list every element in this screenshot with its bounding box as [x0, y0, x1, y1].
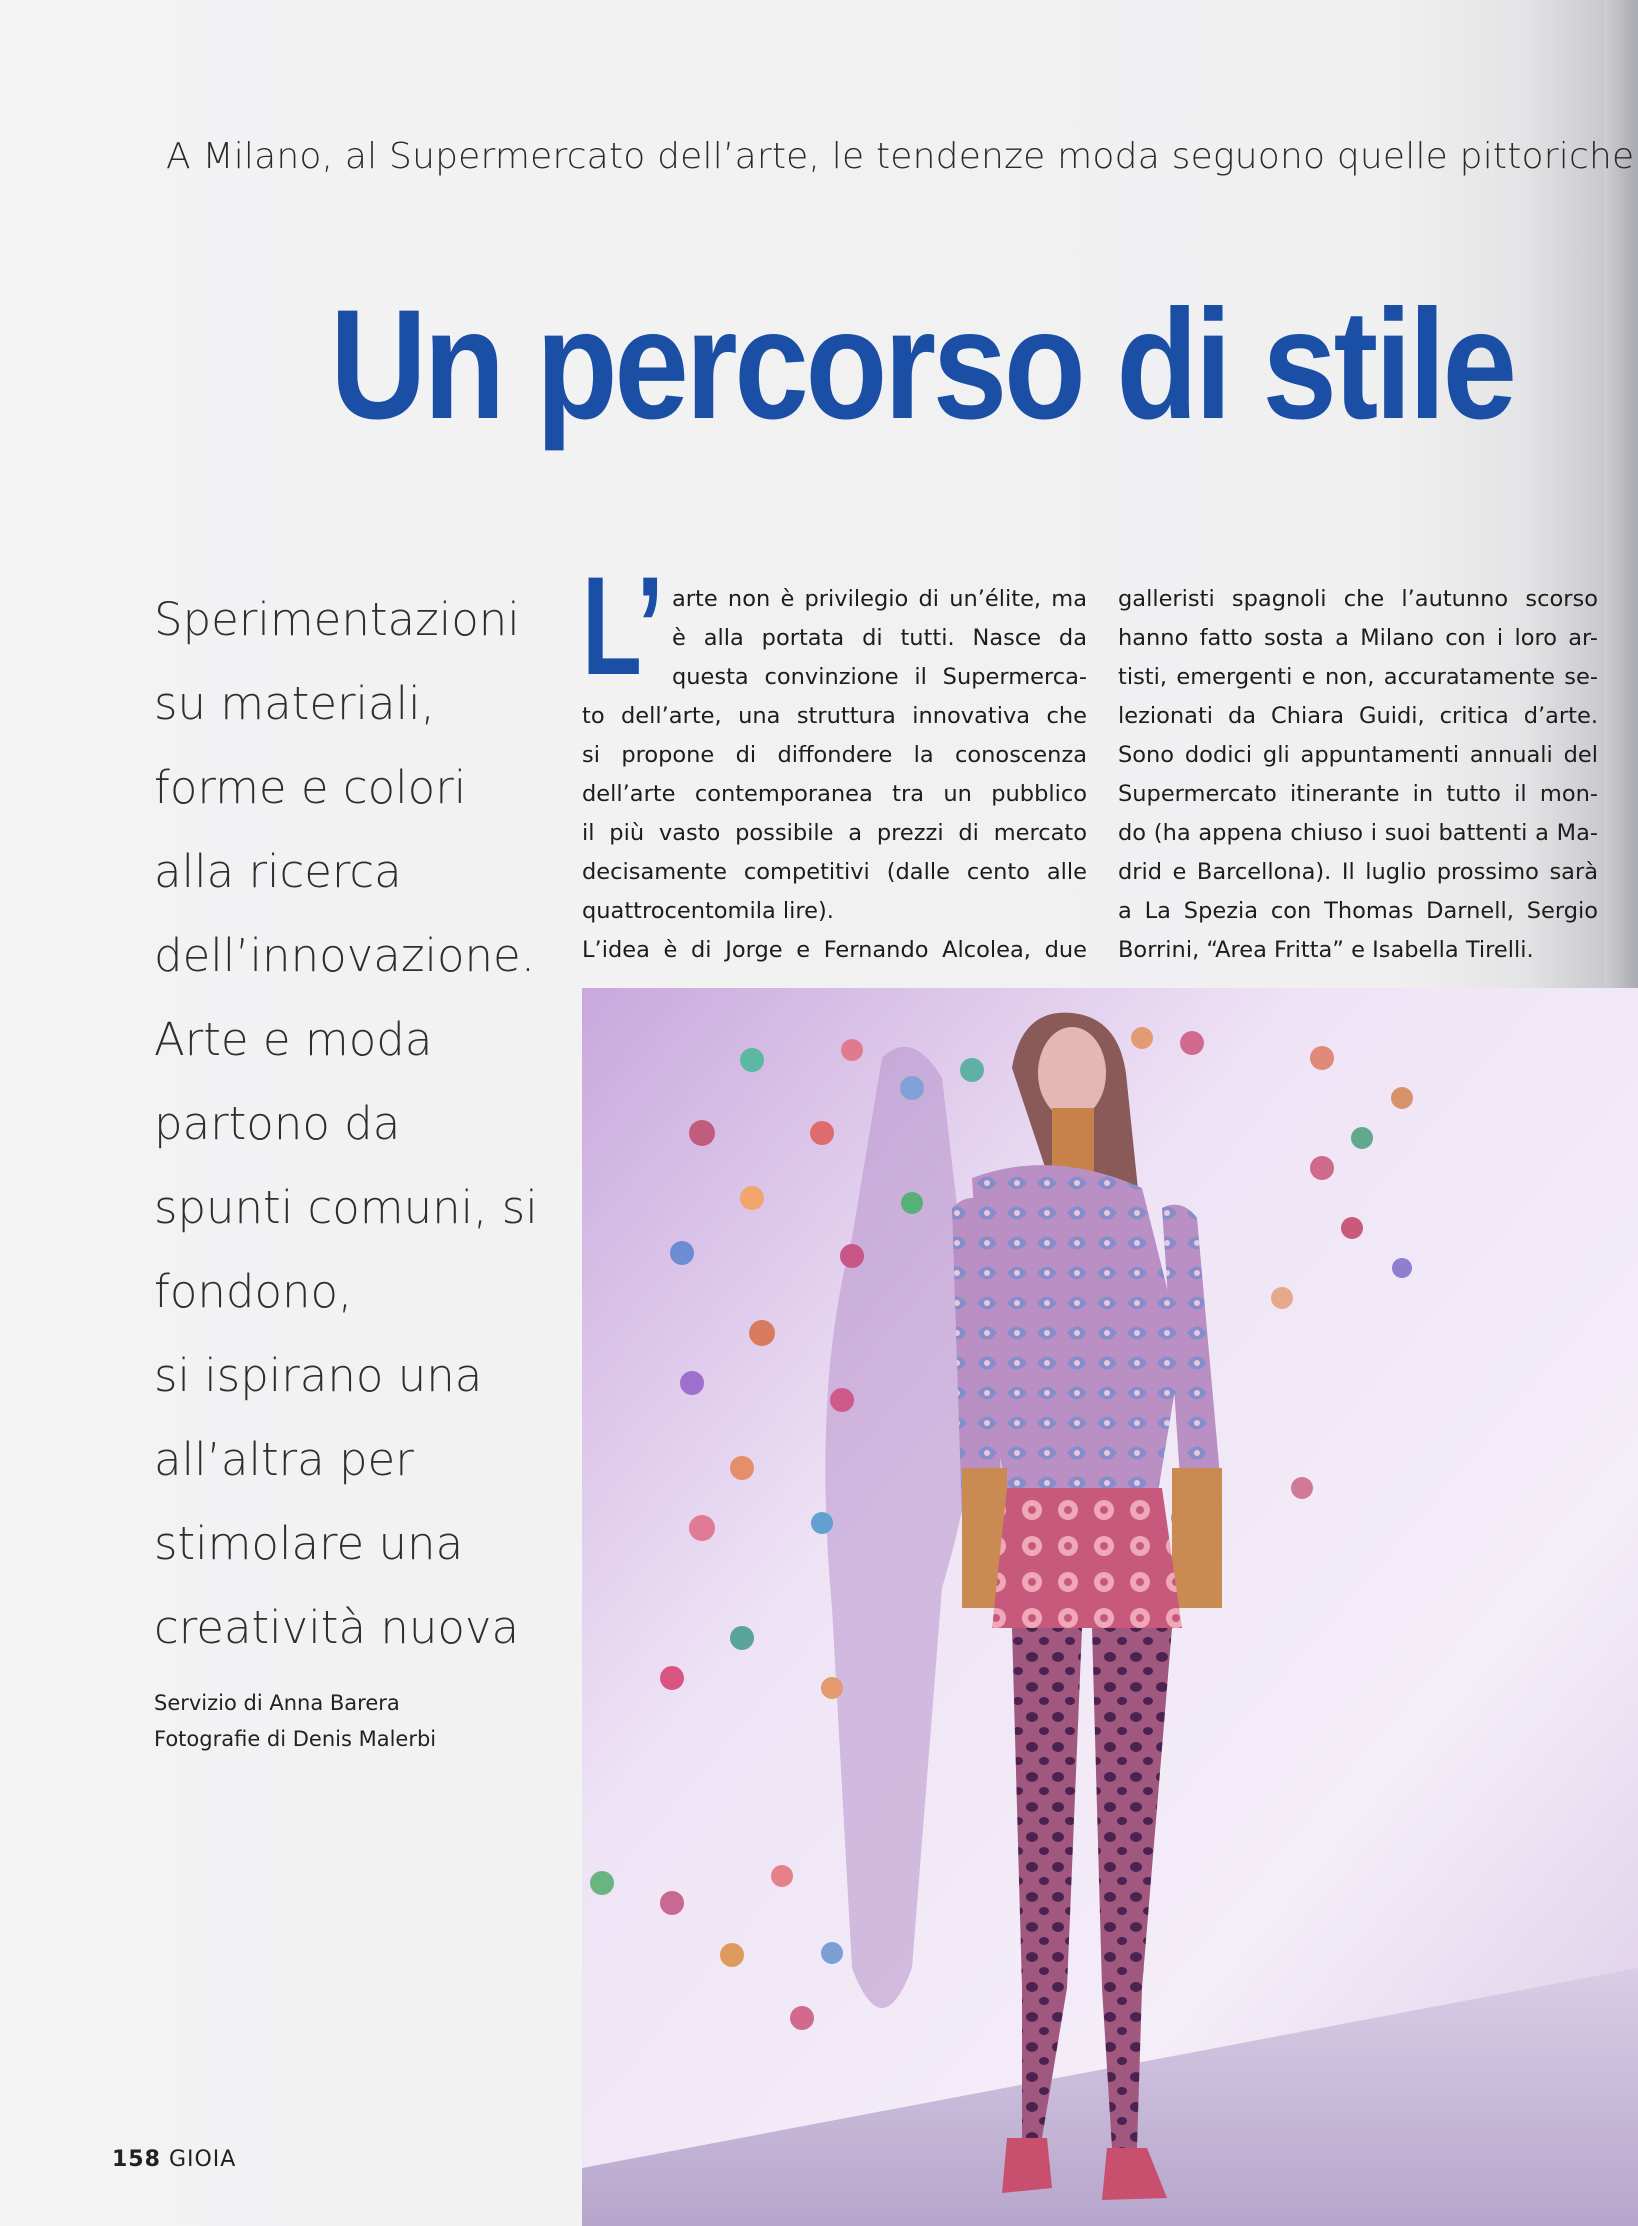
deck-line: alla ricerca [154, 845, 402, 898]
article-column-2 [1118, 580, 1598, 970]
article-line: il più vasto possibile a prezzi di mercato [582, 820, 1087, 846]
article-line: è alla portata di tutti. Nasce da [672, 625, 1087, 651]
fashion-photo-illustration [582, 988, 1638, 2226]
credit-photos: Fotografie di Denis Malerbi [154, 1727, 437, 1751]
page-number: 158 [112, 2147, 161, 2172]
article-line: lezionati da Chiara Guidi, critica d’arte. [1118, 703, 1598, 729]
deck-line: stimolare una [154, 1517, 464, 1570]
article-line: quattrocentomila lire). [582, 898, 834, 924]
article-line: dell’arte contemporanea tra un pubblico [582, 781, 1087, 807]
deck-line: forme e colori [154, 761, 467, 814]
article-line: to dell’arte, una struttura innovativa che [582, 703, 1087, 729]
article-line: Supermercato itinerante in tutto il mon- [1118, 781, 1598, 807]
dropcap: L’ [582, 547, 664, 704]
article-line: do (ha appena chiuso i suoi battenti a Ma- [1118, 820, 1598, 846]
article-line: drid e Barcellona). Il luglio prossimo sarà [1118, 859, 1598, 885]
folio [112, 2147, 236, 2172]
deck-line: spunti comuni, si [154, 1181, 538, 1234]
kicker: A Milano, al Supermercato dell’arte, le tendenze moda seguono quelle pittoriche [166, 136, 1635, 177]
deck-line: Arte e moda [154, 1013, 433, 1066]
magazine-name: GIOIA [168, 2147, 237, 2172]
article-line: arte non è privilegio di un’élite, ma [672, 586, 1087, 612]
deck-line: si ispirano una [154, 1349, 483, 1402]
article-line: a La Spezia con Thomas Darnell, Sergio [1118, 898, 1598, 924]
article-line: galleristi spagnoli che l’autunno scorso [1118, 586, 1598, 612]
article-line: Sono dodici gli appuntamenti annuali del [1118, 742, 1598, 768]
deck-line: su materiali, [154, 677, 435, 730]
article-column-1 [582, 580, 1087, 970]
deck-line: all’altra per [154, 1433, 414, 1486]
article-line: decisamente competitivi (dalle cento alle [582, 859, 1087, 885]
article-line: L’idea è di Jorge e Fernando Alcolea, due [582, 937, 1087, 963]
headline: Un percorso di stile [330, 278, 1514, 452]
deck-line: partono da [154, 1097, 401, 1150]
deck-line: Sperimentazioni [154, 593, 520, 646]
article-line: hanno fatto sosta a Milano con i loro ar- [1118, 625, 1598, 651]
article-line: Borrini, “Area Fritta” e Isabella Tirelli. [1118, 937, 1534, 963]
article-line: questa convinzione il Supermerca- [672, 664, 1087, 690]
fashion-photo [582, 988, 1638, 2226]
deck-line: fondono, [154, 1265, 353, 1318]
deck-line: creatività nuova [154, 1601, 520, 1654]
deck-line: dell’innovazione. [154, 929, 536, 982]
article-line: si propone di diffondere la conoscenza [582, 742, 1087, 768]
credits [154, 1685, 554, 1757]
credit-service: Servizio di Anna Barera [154, 1691, 400, 1715]
deck [154, 578, 574, 1670]
article-line: tisti, emergenti e non, accuratamente se- [1118, 664, 1598, 690]
